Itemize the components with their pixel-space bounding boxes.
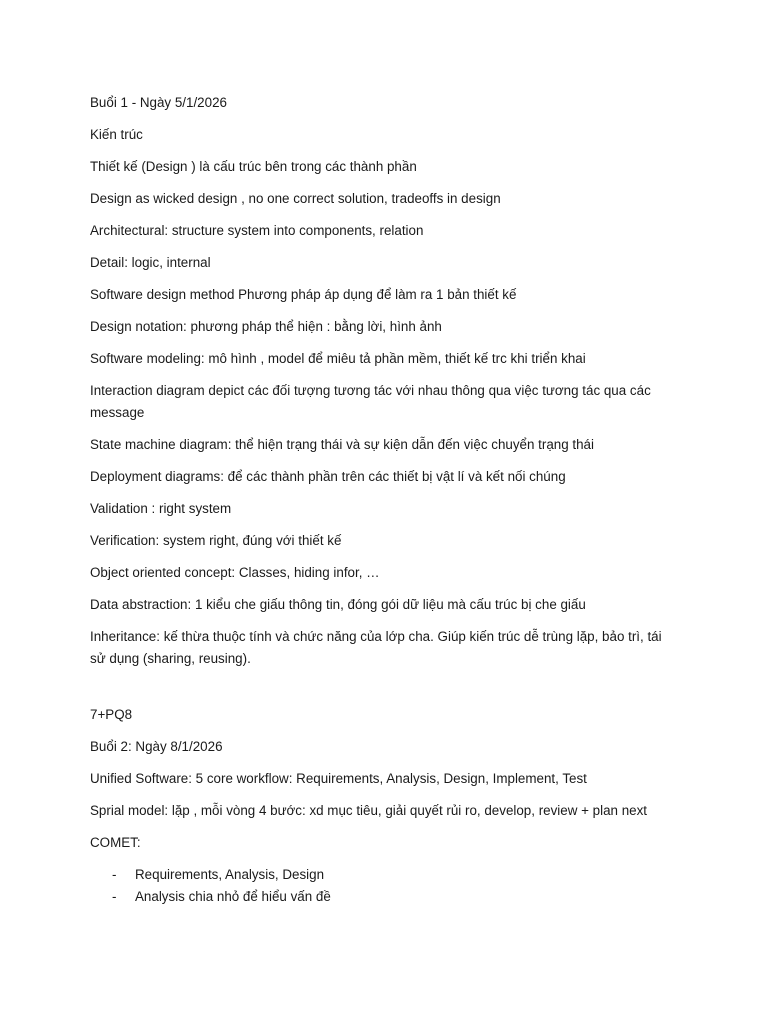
list-item-text: Analysis chia nhỏ để hiểu vấn đề	[135, 889, 331, 904]
paragraph-data-abstraction: Data abstraction: 1 kiểu che giấu thông tin, đóng gói dữ liệu mà cấu trúc bị che giấu	[90, 597, 586, 612]
comet-bullet-list	[90, 864, 680, 908]
paragraph-session2-heading: Buổi 2: Ngày 8/1/2026	[90, 739, 223, 754]
paragraph-spiral-model: Sprial model: lặp , mỗi vòng 4 bước: xd mục tiêu, giải quyết rủi ro, develop, review + plan next	[90, 803, 647, 818]
paragraph-wicked-design: Design as wicked design , no one correct solution, tradeoffs in design	[90, 191, 501, 206]
paragraph-architecture: Kiến trúc	[90, 127, 143, 142]
paragraph-software-modeling: Software modeling: mô hình , model để miêu tả phần mềm, thiết kế trc khi triển khai	[90, 351, 586, 366]
list-item-text: Requirements, Analysis, Design	[135, 867, 325, 882]
dash-bullet-icon: -	[112, 889, 117, 904]
paragraph-design-method: Software design method Phương pháp áp dụng để làm ra 1 bản thiết kế	[90, 287, 517, 302]
paragraph-comet: COMET:	[90, 835, 141, 850]
paragraph-deployment: Deployment diagrams: để các thành phần trên các thiết bị vật lí và kết nối chúng	[90, 469, 566, 484]
paragraph-state-machine: State machine diagram: thể hiện trạng thái và sự kiện dẫn đến việc chuyển trạng thái	[90, 437, 594, 452]
list-item	[90, 886, 680, 908]
paragraph-oo-concept: Object oriented concept: Classes, hiding infor, …	[90, 565, 380, 580]
paragraph-note: 7+PQ8	[90, 707, 133, 722]
paragraph-architectural: Architectural: structure system into components, relation	[90, 223, 424, 238]
dash-bullet-icon: -	[112, 867, 117, 882]
paragraph-design-notation: Design notation: phương pháp thể hiện : bằng lời, hình ảnh	[90, 319, 442, 334]
document-body	[90, 92, 680, 908]
paragraph-design-definition: Thiết kế (Design ) là cấu trúc bên trong các thành phần	[90, 159, 417, 174]
paragraph-detail: Detail: logic, internal	[90, 255, 211, 270]
paragraph-verification: Verification: system right, đúng với thiết kế	[90, 533, 342, 548]
paragraph-unified-software: Unified Software: 5 core workflow: Requirements, Analysis, Design, Implement, Test	[90, 771, 587, 786]
paragraph-validation: Validation : right system	[90, 501, 232, 516]
list-item	[90, 864, 680, 886]
paragraph-session1-heading: Buổi 1 - Ngày 5/1/2026	[90, 95, 227, 110]
paragraph-inheritance: Inheritance: kế thừa thuộc tính và chức năng của lớp cha. Giúp kiến trúc dễ trùng lặp, bảo trì, tái sử dụng (sharing, reusing).	[90, 629, 662, 666]
blank-line	[90, 680, 680, 704]
paragraph-interaction-diagram: Interaction diagram depict các đối tượng tương tác với nhau thông qua việc tương tác qua các message	[90, 383, 651, 420]
